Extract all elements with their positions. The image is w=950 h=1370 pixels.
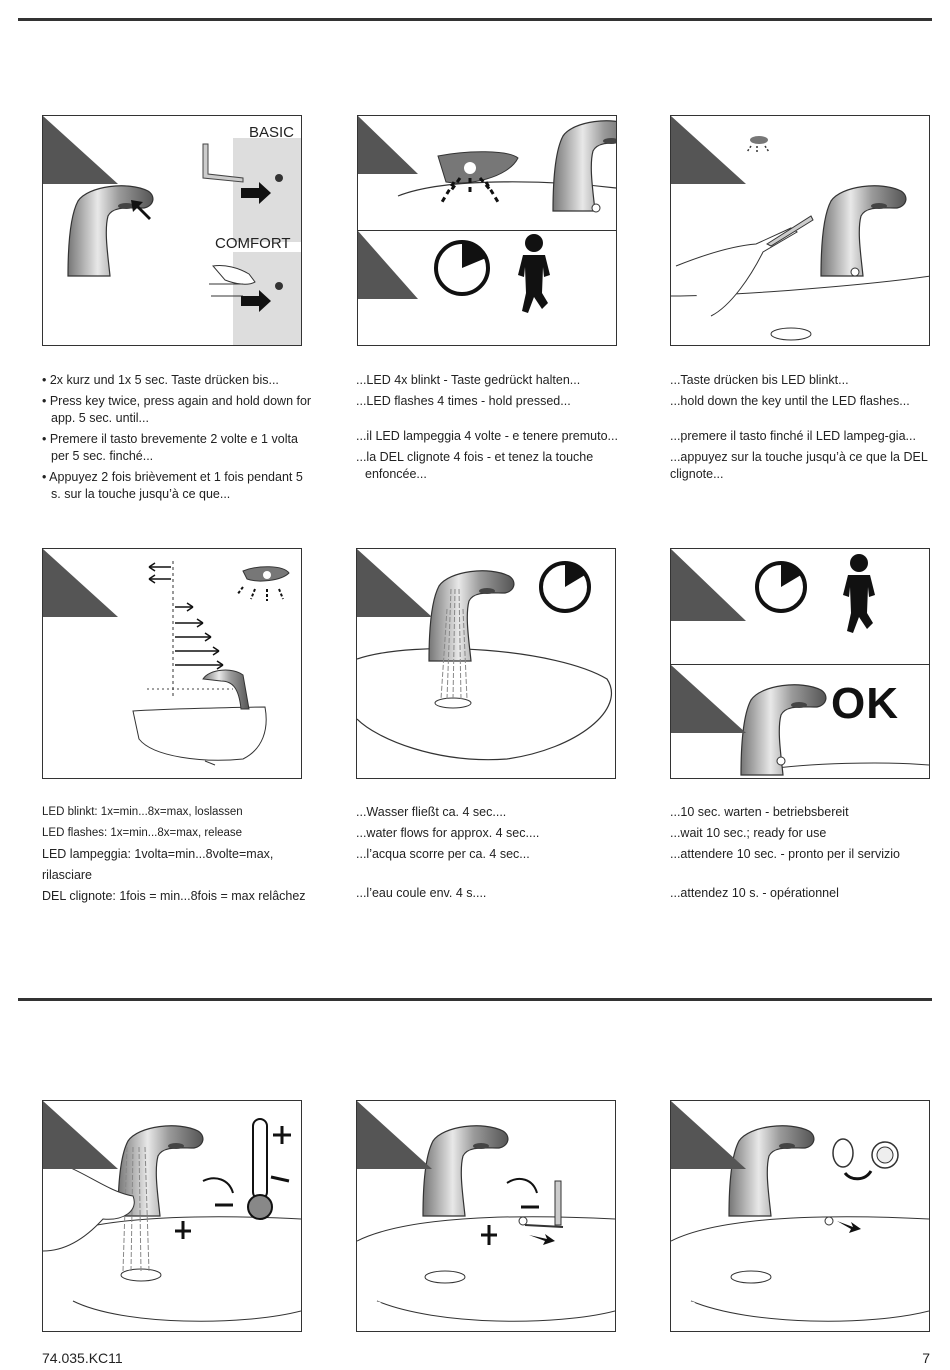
text-line: ...la DEL clignote 4 fois - et tenez la touche enfoncée... [356,450,594,481]
step-badge [671,549,746,621]
panel-step-5 [356,548,616,779]
step-number: 3 [685,1297,698,1322]
step-number: 1 [55,311,68,336]
text-line: ...attendere 10 sec. - pronto per il servizio [670,847,900,861]
text-line: ...premere il tasto finché il LED lampeg-gia... [670,429,916,443]
text-line: ...wait 10 sec.; ready for use [670,826,827,840]
panel-step-7 [670,664,930,779]
text-line: • 2x kurz und 1x 5 sec. Taste drücken bis... [42,373,279,387]
text-line: ...il LED lampeggia 4 volte - e tenere premuto... [356,429,618,443]
step-number: 2 [371,1297,384,1322]
text-line: ...l’eau coule env. 4 s.... [356,886,487,900]
section-rule [18,998,932,1001]
instructions-col1-top [42,372,312,507]
panel-step-2 [357,115,617,231]
panel-adjust-3 [670,1100,930,1332]
text-line: • Premere il tasto brevemente 2 volte e 1 volta per 5 sec. finché... [42,432,298,463]
step-badge [43,549,118,617]
panel-adjust-1 [42,1100,302,1332]
step-badge [357,1101,432,1169]
text-line: rilasciare [42,868,93,882]
step-number: 1 [57,1297,70,1322]
text-line: ...Wasser fließt ca. 4 sec.... [356,805,507,819]
text-line: ...LED 4x blinkt - Taste gedrückt halten... [356,373,581,387]
comfort-label: COMFORT [215,235,291,252]
panel-step-6 [670,548,930,665]
text-line: LED blinkt: 1x=min...8x=max, loslassen [42,806,243,818]
step-number: 4b [49,744,75,769]
step-number: 2 [372,197,385,222]
instructions-col3-mid [670,804,938,906]
step-badge [357,549,432,617]
text-line: • Press key twice, press again and hold down for app. 5 sec. until... [42,394,312,425]
step-badge [671,116,746,184]
step-badge [43,116,118,184]
step-badge [43,1101,118,1169]
step-number: 7 [685,744,698,769]
step-number: 4a [677,311,702,336]
panel-step-4b [42,548,302,779]
text-line: ...water flows for approx. 4 sec.... [356,826,540,840]
step-badge [358,231,418,299]
panel-adjust-2 [356,1100,616,1332]
text-line: ...attendez 10 s. - opérationnel [670,886,839,900]
text-line: DEL clignote: 1fois = min...8fois = max relâchez [42,889,306,903]
step-badge [671,665,746,733]
panel-step-1 [42,115,302,346]
text-line: ...Taste drücken bis LED blinkt... [670,373,849,387]
text-line: • Appuyez 2 fois brièvement et 1 fois pendant 5 s. sur la touche jusqu’à ce que... [42,470,303,501]
text-line: ...hold down the key until the LED flashes... [670,394,910,408]
basic-label: BASIC [249,124,295,141]
instructions-col3-top [670,372,938,487]
ok-label: OK [831,679,899,728]
step-number: 3 [372,311,385,336]
text-line: LED flashes: 1x=min...8x=max, release [42,827,243,839]
panel-step-3 [357,230,617,346]
text-line: ...appuyez sur la touche jusqu’à ce que la DEL clignote... [670,450,928,481]
step-number: 5 [371,744,384,769]
top-rule [18,18,932,21]
step-badge [671,1101,746,1169]
text-line: ...LED flashes 4 times - hold pressed... [356,394,571,408]
instructions-col1-mid [42,804,317,909]
page-number: 7 [922,1350,930,1366]
text-line: ...10 sec. warten - betriebsbereit [670,805,849,819]
instructions-col2-mid [356,804,621,906]
text-line: ...l’acqua scorre per ca. 4 sec... [356,847,530,861]
step-number: 6 [685,629,698,654]
document-code: 74.035.KC11 [42,1350,123,1366]
panel-step-4a [670,115,930,346]
step-badge [358,116,418,174]
instructions-col2-top [356,372,621,487]
text-line: LED lampeggia: 1volta=min...8volte=max, [42,847,274,861]
